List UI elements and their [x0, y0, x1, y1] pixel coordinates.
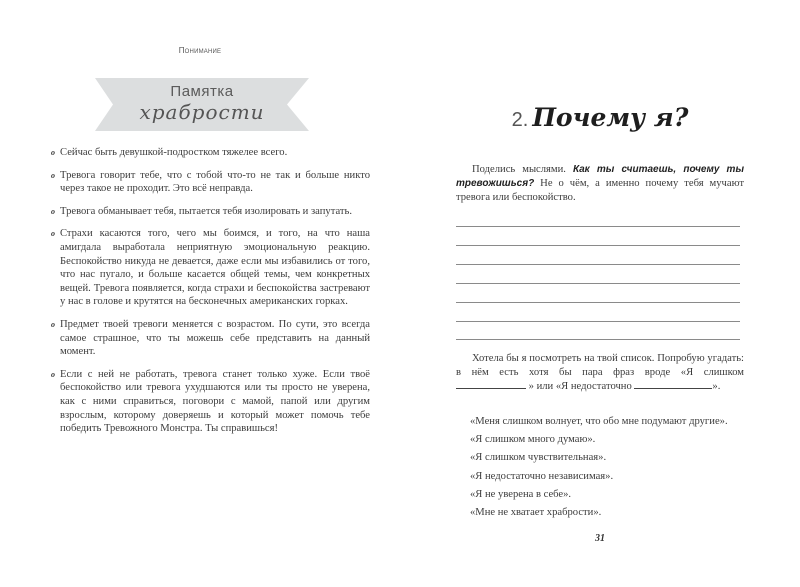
right-page — [400, 0, 800, 587]
bullet-item — [52, 318, 370, 359]
guess-text-2: » или «Я недостаточно — [526, 381, 635, 393]
bullet-text: Тревога обманывает тебя, пытается тебя изолировать и запутать. — [60, 205, 352, 217]
bullet-item — [52, 368, 370, 436]
prompt-lead: Поделись мыслями. — [472, 164, 573, 175]
example-item: «Я недостаточно независимая». — [470, 470, 614, 482]
ribbon-title: Памятка — [170, 83, 234, 100]
bullet-item — [52, 146, 370, 160]
guess-text-3: ». — [712, 381, 721, 393]
bullet-icon: o — [51, 229, 55, 239]
bullet-item — [52, 205, 370, 219]
chapter-heading: Почему я? — [532, 103, 689, 132]
prompt-paragraph — [456, 163, 744, 205]
bullet-icon: o — [51, 148, 55, 157]
bullet-text: Страхи касаются того, чего мы боимся, и того, на что наша амигдала выработала неприятную эмоциональную реакцию. Беспокойство никуда не девается, даже если мы избавились от того, что нас пугало, и больше касается общей темы, чем конкретных вещей. Тревога появляется, когда страхи и беспокойства застревают у нас в голове и крутятся на бесконечных американских горках. — [60, 228, 370, 308]
prompt-question: Как ты считаешь, почему ты тревожишься? — [456, 164, 744, 189]
chapter-number: 2. — [511, 109, 529, 131]
bullet-icon: o — [51, 170, 55, 180]
writing-line[interactable] — [456, 321, 740, 322]
bullet-icon: o — [51, 206, 55, 216]
guess-paragraph — [456, 352, 744, 394]
example-item: «Я слишком чувствительная». — [470, 452, 607, 464]
bullet-text: Сейчас быть девушкой-подростком тяжелее всего. — [60, 147, 288, 158]
example-list — [470, 413, 728, 522]
example-item: «Мне не хватает храбрости». — [470, 507, 602, 519]
bullet-icon: o — [51, 319, 55, 329]
running-head: Понимание — [178, 46, 222, 55]
bullet-icon: o — [51, 369, 55, 379]
bullet-text: Предмет твоей тревоги меняется с возрастом. По сути, это всегда самое страшное, что ты можешь себе представить на данный момент. — [60, 318, 370, 358]
bullet-item — [52, 169, 370, 196]
guess-text-1: Хотела бы я посмотреть на твой список. Попробую угадать: в нём есть хотя бы пара фраз вроде «Я слишком — [456, 353, 744, 378]
writing-line[interactable] — [456, 283, 740, 284]
writing-line[interactable] — [456, 245, 740, 246]
example-item: «Я слишком много думаю». — [470, 434, 596, 446]
example-item: «Меня слишком волнует, что обо мне подумают другие». — [470, 416, 728, 427]
prompt-rest: Не о чём, а именно почему тебя мучают тревога или беспокойство. — [456, 178, 744, 203]
example-item: «Я не уверена в себе». — [470, 488, 572, 500]
blank-line[interactable] — [456, 379, 526, 389]
bullet-text: Если с ней не работать, тревога станет только хуже. Если твоё беспокойство или тревога ухудшаются или ты просто не уверена, как с ними справиться, поговори с мамой, папой или другим взрослым, которому доверяешь и который может помочь тебе победить Тревожного Монстра. Ты справишься! — [60, 368, 370, 435]
writing-line[interactable] — [456, 226, 740, 227]
chapter-title — [400, 103, 800, 132]
bullet-list — [52, 146, 370, 445]
page-number: 31 — [595, 533, 605, 544]
ribbon-banner — [95, 78, 309, 131]
writing-line[interactable] — [456, 339, 740, 340]
blank-line[interactable] — [634, 379, 712, 389]
bullet-text: Тревога говорит тебе, что с тобой что-то не так и больше никто через такое не проходит. Это всё неправда. — [60, 169, 370, 195]
writing-line[interactable] — [456, 264, 740, 265]
bullet-item — [52, 227, 370, 309]
writing-line[interactable] — [456, 302, 740, 303]
ribbon-script-title: храбрости — [139, 100, 265, 124]
